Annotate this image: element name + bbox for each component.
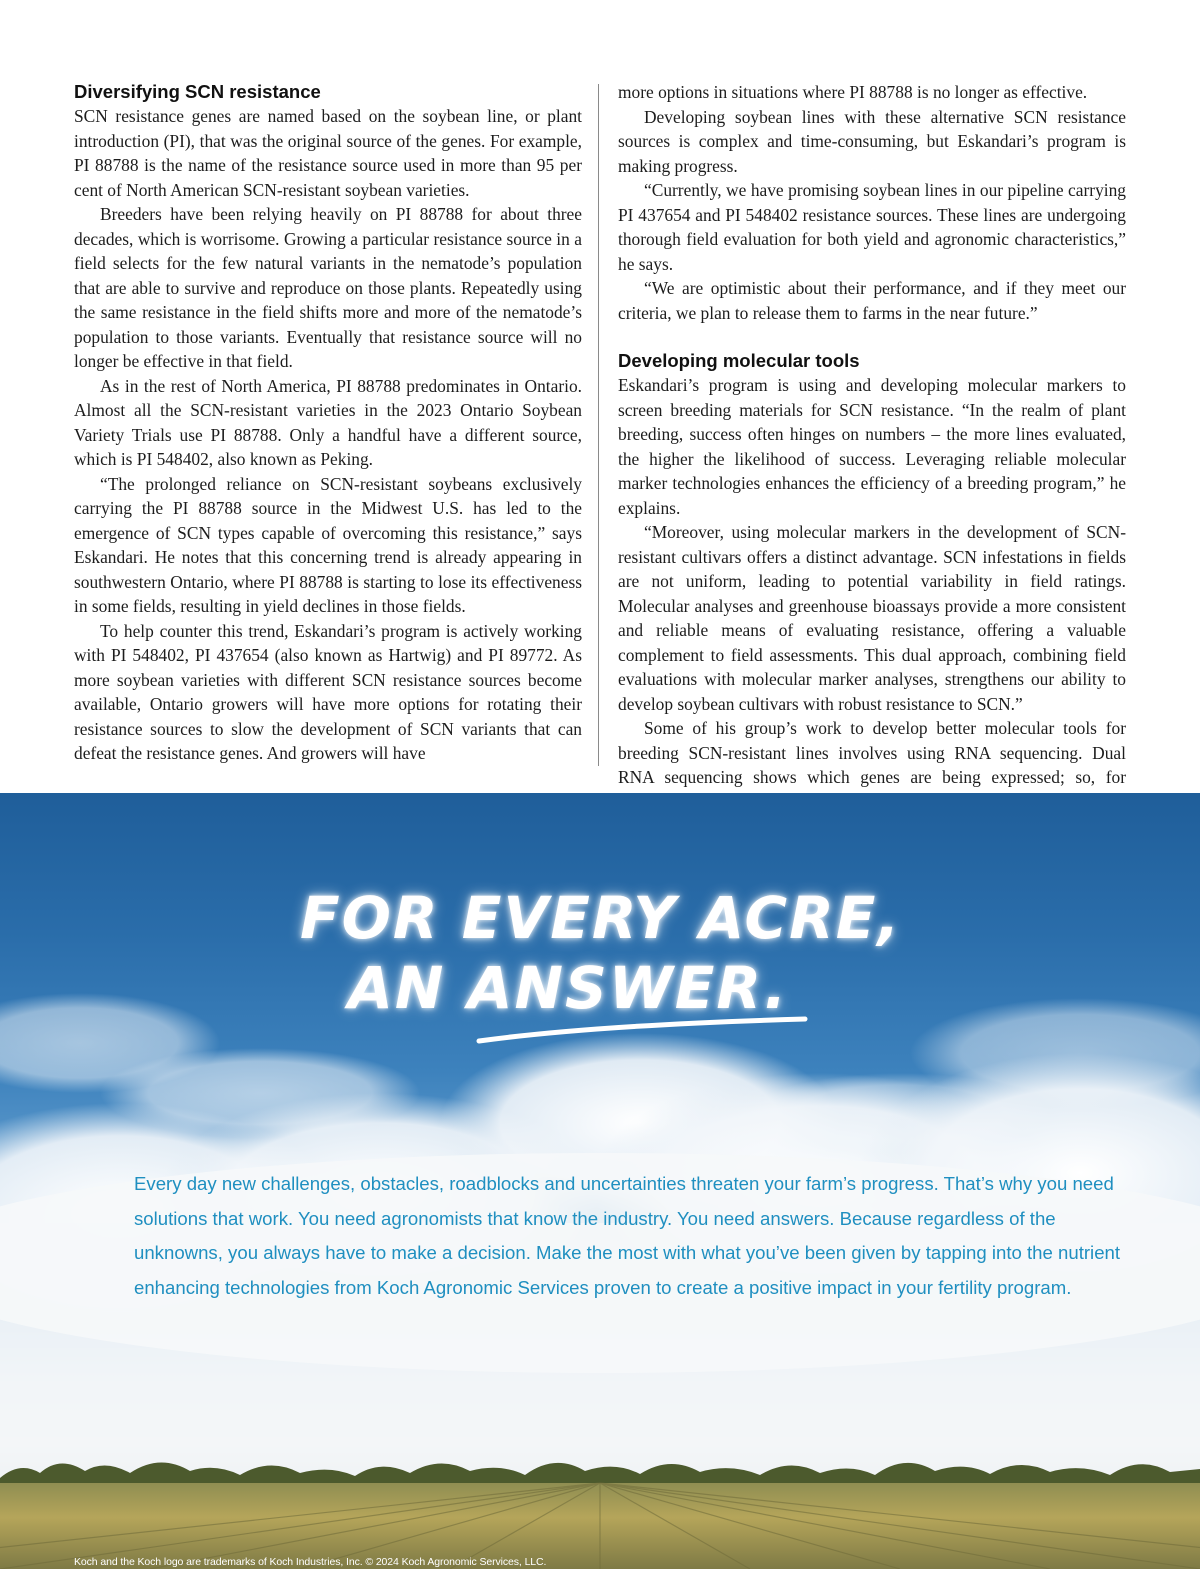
paragraph: Breeders have been relying heavily on PI 88788 for about three decades, which is worrisome. Growing a particular resistance source in a field selects for the few natural variants in the nematode’s population that are able to survive and reproduce on those plants. Repeatedly using the same resistance in the field shifts more and more of the nematode’s population to those variants. Eventually that resistance source will no longer be effective in that field. <box>74 204 582 371</box>
ad-body-copy: Every day new challenges, obstacles, roadblocks and uncertainties threaten your farm’s progress. That’s why you need solutions that work. You need agronomists that know the industry. You need answers. Because regardless of the unknowns, you always have to make a decision. Make the most with what you’ve been given by tapping into the nutrient enhancing technologies from Koch Agronomic Services proven to create a positive impact in your fertility program. <box>134 1173 1121 1298</box>
paragraph: To help counter this trend, Eskandari’s program is actively working with PI 548402, PI 437654 (also known as Hartwig) and PI 89772. As more soybean varieties with different SCN resistance sources become available, Ontario growers will have more options for rotating their resistance sources to slow the development of SCN variants that can defeat the resistance genes. And growers will have <box>74 620 582 763</box>
column-divider <box>598 84 599 766</box>
paragraph: more options in situations where PI 88788 is no longer as effective. <box>618 82 1088 102</box>
koch-advertisement <box>0 793 1200 1569</box>
paragraph: Developing soybean lines with these alternative SCN resistance sources is complex and time-consuming, but Eskandari’s program is making progress. <box>618 106 1126 176</box>
paragraph: As in the rest of North America, PI 88788 predominates in Ontario. Almost all the SCN-resistant varieties in the 2023 Ontario Soybean Variety Trials use PI 88788. Only a handful have a different source, which is PI 548402, also known as Peking. <box>74 375 582 469</box>
headline-line-1: FOR EVERY ACRE, <box>300 884 902 952</box>
headline-line-2: AN ANSWER. <box>348 954 789 1022</box>
paragraph: “Currently, we have promising soybean lines in our pipeline carrying PI 437654 and PI 548402 resistance sources. These lines are undergoing thorough field evaluation for both yield and agronomic characteristics,” he says. <box>618 180 1126 274</box>
article <box>74 80 1126 787</box>
section-heading-molecular-tools: Developing molecular tools <box>618 350 860 371</box>
left-column <box>74 80 582 766</box>
paragraph: “The prolonged reliance on SCN-resistant soybeans exclusively carrying the PI 88788 source in the Midwest U.S. has led to the emergence of SCN types capable of overcoming this resistance,” says Eskandari. He notes that this concerning trend is already appearing in southwestern Ontario, where PI 88788 is starting to lose its effectiveness in some fields, resulting in yield declines in those fields. <box>74 473 582 616</box>
section-spacer <box>618 325 1126 349</box>
right-column <box>618 80 1126 814</box>
paragraph: “Moreover, using molecular markers in the development of SCN-resistant cultivars offers a distinct advantage. SCN infestations in fields are not uniform, leading to potential variability in field ratings. Molecular analyses and greenhouse bioassays provide a more consistent and reliable means of evaluating resistance, offering a valuable complement to field assessments. This dual approach, combining field evaluations with molecular marker analyses, strengthens our ability to develop soybean cultivars with robust resistance to SCN.” <box>618 522 1126 714</box>
legal-disclaimer: Koch and the Koch logo are trademarks of Koch Industries, Inc. © 2024 Koch Agronomic Services, LLC. <box>74 1556 547 1568</box>
section-heading-diversifying: Diversifying SCN resistance <box>74 81 321 102</box>
paragraph: “We are optimistic about their performance, and if they meet our criteria, we plan to release them to farms in the near future.” <box>618 278 1126 323</box>
ad-headline <box>300 883 980 1023</box>
paragraph: Eskandari’s program is using and developing molecular markers to screen breeding materials for SCN resistance. “In the realm of plant breeding, success often hinges on numbers – the more lines evaluated, the higher the likelihood of success. Leveraging reliable molecular marker technologies enhances the efficiency of a breeding program,” he explains. <box>618 375 1126 518</box>
paragraph: SCN resistance genes are named based on the soybean line, or plant introduction (PI), that was the original source of the genes. For example, PI 88788 is the name of the resistance source used in more than 95 per cent of North American SCN-resistant soybean varieties. <box>74 106 582 200</box>
headline-underline <box>475 1011 815 1051</box>
paragraph: Some of his group’s work to develop better molecular tools for breeding SCN-resistant lines involves using RNA sequencing. Dual RNA sequencing shows which genes are being expressed; so, for <box>618 718 1126 787</box>
